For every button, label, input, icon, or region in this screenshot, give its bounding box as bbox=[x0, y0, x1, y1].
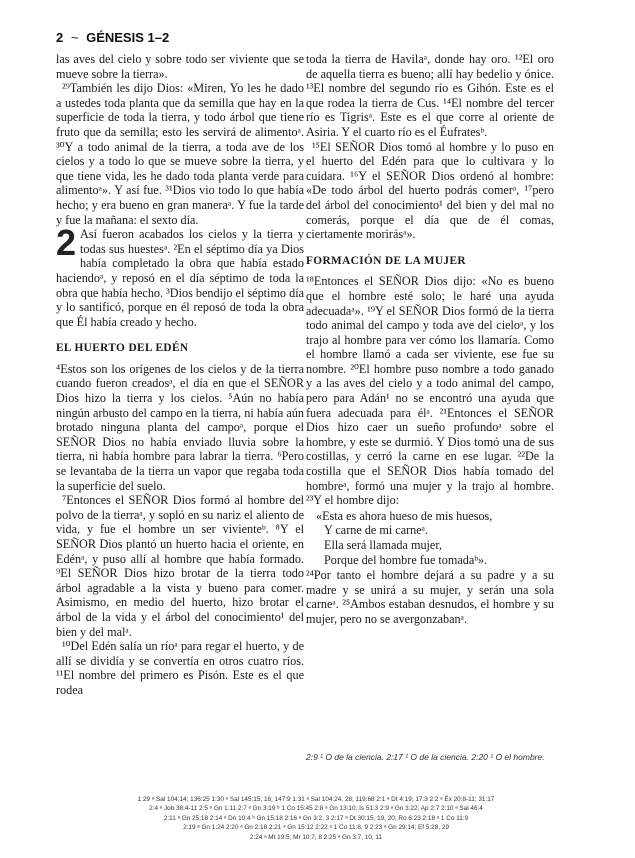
chapter-number: 2 bbox=[56, 222, 77, 264]
footnotes: 2:9 ¹ O de la ciencia. 2:17 ¹ O de la ciencia. 2:20 ¹ O el hombre. bbox=[306, 752, 545, 762]
section-heading: EL HUERTO DEL EDÉN bbox=[56, 342, 189, 355]
running-header bbox=[56, 30, 169, 45]
paragraph: ²⁹También les dijo Dios: «Miren, Yo les he dado a ustedes toda planta que da semilla que hay en la superficie de toda la tierra, y todo árbol que tiene fruto que da semilla; esto les servirá de alimentoᵃ. ³⁰Y a todo animal de la tierra, a toda ave de los cielos y a todo lo que se mueve sobre la tierra, y que tiene vida, les he dado toda planta verde para alimentoᵃ». Y así fue. ³¹Dios vio todo lo que había hecho; y era bueno en gran maneraᵃ. Y fue la tarde y fue la mañana: el sexto día. bbox=[56, 81, 304, 227]
paragraph: ⁴Estos son los orígenes de los cielos y de la tierra cuando fueron creadosᵃ, el día en que el SEÑOR Dios hizo la tierra y los cielos. ⁵Aún no había ningún arbusto del campo en la tierra, ni había aún brotado ninguna planta del campoᵃ, porque el SEÑOR Dios no había enviado lluvia sobre la tierra, ni había hombre para labrar la tierra. ⁶Pero se levantaba de la tierra un vapor que regaba toda la superficie del suelo. bbox=[56, 361, 304, 493]
book-chapter-range: GÉNESIS 1–2 bbox=[86, 30, 170, 45]
page-number: 2 bbox=[56, 30, 64, 45]
poem-block bbox=[316, 509, 554, 567]
poem-line: Ella será llamada mujer, bbox=[324, 538, 442, 552]
cross-reference-line: 2:4 ᵃ Job 38:4-11 2:5 ᵃ Gn 1:11 2:7 ᵃ Gn 3:19 ᵇ 1 Co 15:45 2:8 ᵃ Gn 13:10; Is 51:3 2:9 ᵃ Gn 3:22; Ap 2:7 2:10 ᵃ Sal 46:4 bbox=[149, 805, 483, 813]
cross-reference-line: 1:29 ᵃ Sal 104:14; 136:25 1:30 ᵃ Sal 145:15, 16; 147:9 1:31 ᵃ Sal 104:24, 28; 119:68 2:1 ᵃ Dt 4:19; 17:3 2:2 ᵃ Éx 20:8-11; 31:17 bbox=[137, 796, 495, 803]
paragraph: toda la tierra de Havilaᵃ, donde hay oro. ¹²El oro de aquella tierra es bueno; allí hay bedelio y ónice. ¹³El nombre del segundo río es Gihón. Este es el que rodea la tierra de Cus. ¹⁴El nombre del tercer río es Tigrisᵃ. Este es el que corre al oriente de Asiria. Y el cuarto río es el Éufratesᵇ. bbox=[306, 52, 554, 139]
paragraph: ¹⁸Entonces el SEÑOR Dios dijo: «No es bueno que el hombre esté solo; le haré una ayuda adecuadaᵃ». ¹⁹Y el SEÑOR Dios formó de la tierra todo animal del campo y toda ave del cieloᵃ, y los trajo al hombre para ver cómo los llamaría. Como el hombre llamó a cada ser viviente, ese fue su nombre. ²⁰El hombre puso nombre a todo ganado y a las aves del cielo y a todo animal del campo, pero para Adán¹ no se encontró una ayuda que fuera adecuada para élᵃ. ²¹Entonces el SEÑOR Dios hizo caer un sueño profundoᵃ sobre el hombre, y este se durmió. Y Dios tomó una de sus costillas, y cerró la carne en ese lugar. ²²De la costilla que el SEÑOR Dios había tomado del hombreᵃ, formó una mujer y la trajo al hombre. ²³Y el hombre dijo: bbox=[306, 274, 554, 508]
section-heading: FORMACIÓN DE LA MUJER bbox=[306, 254, 466, 267]
cross-reference-line: 2:24 ᵃ Mt 19:5; Mr 10:7, 8 2:25 ᵃ Gn 3:7, 10, 11 bbox=[249, 833, 383, 841]
paragraph: ¹⁵El SEÑOR Dios tomó al hombre y lo puso en el huerto del Edén para que lo cultivara y lo cuidara. ¹⁶Y el SEÑOR Dios ordenó al hombre: «De todo árbol del huerto podrás comerᵃ, ¹⁷pero del árbol del conocimiento¹ del bien y del mal no comerás, porque el día que de él comas, ciertamente morirásᵃ». bbox=[306, 139, 554, 242]
chapter-paragraph bbox=[56, 222, 304, 329]
paragraph: ¹⁰Del Edén salía un ríoᵃ para regar el huerto, y de allí se dividía y se convertía en otros cuatro ríos. ¹¹El nombre del primero es Pisón. Este es el que rodea bbox=[56, 639, 304, 697]
poem-line: Porque del hombre fue tomadaᵇ». bbox=[324, 552, 488, 567]
cross-references bbox=[56, 795, 576, 842]
cross-reference-line: 2:11 ᵃ Gn 25:18 2:14 ᵃ Dn 10:4 ᵇ Gn 15:18 2:16 ᵃ Gn 3:2, 3 2:17 ᵃ Dt 30:15, 19, 20; Ro 6:23 2:18 ᵃ 1 Co 11:9 bbox=[163, 814, 469, 822]
poem-line: «Esta es ahora hueso de mis huesos, bbox=[316, 508, 493, 523]
cross-reference-line: 2:19 ᵃ Gn 1:24 2:20 ᵃ Gn 2:18 2:21 ᵃ Gn 15:12 2:22 ᵃ 1 Co 11:8, 9 2:23 ᵃ Gn 29:14; Ef 5:28, 29 bbox=[183, 824, 449, 832]
paragraph: ²⁴Por tanto el hombre dejará a su padre y a su madre y se unirá a su mujer, y serán una sola carneᵃ. ²⁵Ambos estaban desnudos, el hombre y su mujer, pero no se avergonzabanᵃ. bbox=[306, 568, 554, 626]
paragraph: ⁷Entonces el SEÑOR Dios formó al hombre del polvo de la tierraᵃ, y sopló en su nariz el aliento de vida, y fue el hombre un ser vivienteᵇ. ⁸Y el SEÑOR Dios plantó un huerto hacia el oriente, en Edénᵃ, y puso allí al hombre que había formado. ⁹El SEÑOR Dios hizo brotar de la tierra todo árbol agradable a la vista y bueno para comer. Asimismo, en medio del huerto, hizo brotar el árbol de la vida y el árbol del conocimiento¹ del bien y del malᵃ. bbox=[56, 493, 304, 639]
right-column bbox=[306, 52, 554, 627]
header-separator: ~ bbox=[70, 30, 79, 45]
paragraph-text: Así fueron acabados los cielos y la tierra y todas sus huestesᵃ. ²En el séptimo día ya Dios había completado la obra que había estado haciendoᵃ, y reposó en el día séptimo de toda la obra que había hecho. ³Dios bendijo el séptimo día y lo santificó, porque en él reposó de toda la obra que Él había creado y hecho. bbox=[56, 227, 304, 329]
poem-line: Y carne de mi carneᵃ. bbox=[324, 523, 429, 538]
left-column bbox=[56, 52, 304, 698]
paragraph: las aves del cielo y sobre todo ser viviente que se mueve sobre la tierra». bbox=[56, 52, 304, 81]
